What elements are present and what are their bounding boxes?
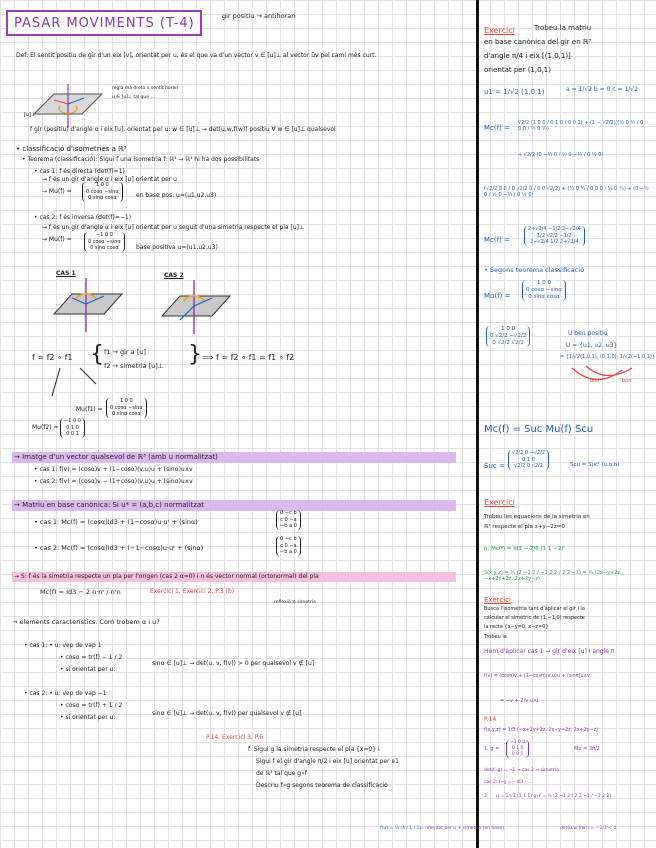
p14-matrix-label: 1. g = [484,746,500,752]
p14-label: P.14 [484,716,497,723]
theorem: • Teorema (classificació): Sigui f una isometria f: ℝ³ → ℝ³ hi ha dos possibilitats [22,156,260,163]
matrix-heading: → Matriu en base canònica: Si u* = (a,b,c) normalitzat [12,500,456,511]
base-u: U = {u1, u2, u3} [566,342,618,349]
case2-base: base positiva u=(u1,u2,u3) [136,244,218,251]
mu-matrix: 1 0 0 0 cosα −sinα 0 sinα cosα [522,280,566,301]
rotation-definition: f gir (positiu) d'angle α i eix [u], orientat per u: w ∈ [u]⊥ → det(u,w,f(w)) positiu ∀ w ∈ [u]⊥ qualsevol [30,126,336,133]
cas2-figure [156,280,232,334]
p14-det: det(f∘g) = −1 → cas 2 → simetria [484,768,559,773]
symmetry-formula: Mc(f) = Id3 − 2 n·nᵗ / nᵗn [40,588,121,596]
red-arrow-label-a: bon [590,378,600,384]
base-vec: = {1/√2(1,0,1), (0,1,0), 1/√2(−1,0,1)} [560,354,656,360]
el-cas1-b: • cosα = tr(f) − 1 / 2 [60,654,123,661]
column-divider [476,0,479,848]
bottom-b: = orientat per u + simetria (en base) [420,826,504,831]
mc-final-label: Mc(f) = [484,236,510,244]
ex1-statement-3: orientat per (1,0,1) [484,66,551,74]
suc-matrix: √2/2 0 −√2/2 0 1 0 √2/2 0 √2/2 [508,450,549,470]
mu-f2-label: Mu(f2) = [32,424,59,431]
classification-heading: • classificació d'isometries a ℝ³ [16,145,127,153]
u1: u1 = 1/√2 (1,0,1) [484,88,545,96]
case2-text: → f és un gir d'angle α i eix [u] orientat per u seguit d'una simetria respecte el pla [u]⊥ [42,224,305,231]
case1-matrix-label: → Mu(f) = [42,188,72,195]
p14-cas: cas 2: f∘g = −Id3 · ... [484,780,533,785]
brace-close: } [188,342,202,367]
ex3-statement-1: calcular el simètric de (1,−1,0) respecte [484,615,585,621]
change-of-basis: Mc(f) = Suc Mu(f) Scu [484,424,594,435]
case1-title: • cas 1: f és directa (det(f)=1) [34,168,125,175]
suc-label: Suc = [484,462,505,470]
matrix-cas1: • cas 1: Mc(f) = (cosα)Id3 + (1−cosα)u·uᵗ + (sinα) [34,518,198,526]
trobeu: Trobeu la [484,634,507,640]
mc-label: Mc(f) = [484,124,510,132]
matrix-cas2: • cas 2: Mc(f) = (cosα)Id3 + (−1−cosα)u·uᵗ + (sinα) [34,544,204,552]
symmetry-heading: → S: f és la simetria respecte un pla per l'origen (cas 2 α=0) i n és vector normal (ortonormal) del pla [12,572,456,582]
figure-label: [u]⊥ [24,112,36,118]
composition-right: ⟹ f = f2 ∘ f1 = f1 ∘ f2 [202,353,295,362]
el-cas1-c: • si orientat per u: [60,666,116,673]
red-curved-arrows [566,364,642,388]
cas1-label: CAS 1 [56,270,76,277]
ex2-equation: S(x y z) = ⅓ (2 −1 2 / −1 2 2 / 2 2 −1) = ⅓ (2x−y+2z, −x+2y+2z, 2x+2y−z) [484,570,622,583]
ex1-statement-2: d'angle π/4 i eix [(1,0,1)] [484,52,571,60]
mu-numeric-matrix: 1 0 0 0 √2/2 −√2/2 0 √2/2 √2/2 [486,326,530,347]
red-arrow-label-b: bon [622,378,632,384]
mc-final-matrix: 2+√2/4 −1/2 2−√2/4 1/2 √2/2 −1/2 2−√2/4 1/2 2+√2/4 [524,226,585,246]
image-heading: → Imatge d'un vector qualsevol de ℝ³ (amb u normalitzat) [12,452,456,463]
el-cas2-b: • cosα = tr(f) + 1 / 2 [60,702,123,709]
ex2-title: Exercici [484,498,515,507]
figure-note-1: regla mà dreta o sentit horari [112,86,179,91]
ex2-statement-1: ℝ³ respecte el pla x+y−2z=0 [484,524,565,530]
p14-c: de ℝ³ tal que g∘f [256,770,307,777]
case1-text: → f és un gir d'angle α i eix [u] orientat per u [42,176,177,183]
case2-matrix: −1 0 0 0 cosα −sinα 0 sinα cosα [84,232,125,252]
composition-left: f = f2 ∘ f1 [32,353,73,362]
image-cas2: • cas 2: f(v) = (cosα)v − (1+cosα)⟨v,u⟩u + (sinα)u∧v [34,478,193,485]
mu-label: Mu(f) = [484,292,511,300]
el-cas2-c: • si orientat per u: [60,714,116,721]
ex1-statement-0: Trobeu la matriu [534,24,592,32]
ex2-n: n: Mc(f) = Id3 − 2/6 (1 1 −2)ᵗ [484,546,566,552]
f-formula: f(v) = (cosπ)v + (1−cosπ)⟨v,u⟩u + (sinπ)u∧v [484,674,590,679]
suc-note: Scu = Sucᵗ (u.o.n) [570,462,620,468]
p14-f: f(x,y,z) = 1/3 (−x+2y+2z, 2x−y+2z, 2x+2y−z) [484,728,598,733]
cas2-label: CAS 2 [164,272,184,279]
abc: a = 1/√2 b = 0 c = 1/√2 [566,86,638,93]
p14-d: Descriu f∘g segons teorema de classificació [256,782,388,789]
mc-line-2: + √2/2 (0 −½ 0 / ½ 0 −½ / 0 ½ 0) [518,152,604,158]
bottom-a: f(u) = ⅓ (4 / 1 / 1) [380,826,422,831]
mu-f1-label: Mu(f1) = [76,406,103,413]
figure-note-2: u ∈ [u]⊥ tal que ... [112,95,155,100]
el-cas1-d: sinα ∈ [u]⊥ → det(u, v, f(v)) > 0 per qualsevol v ∉ [u] [152,660,315,667]
composition-brace-1: f1 → gir a [u] [104,348,146,356]
base-note: U ben positiu [568,330,608,337]
p14-ref: P.14, Exercici 3, P.6 [206,734,264,741]
mu-f2-matrix: −1 0 0 0 1 0 0 0 1 [60,418,85,438]
case2-matrix-label: → Mu(f) = [42,236,72,243]
p14-b: Sigui f el gir d'angle π/2 i eix [u] orientat per e1 [256,758,399,765]
p14-matrix: −1 0 0 0 1 0 0 0 1 [506,740,529,758]
brace-open: { [90,342,104,367]
bottom-c: det(u,w,f(w)) = −2/3 < 0 [560,826,617,831]
result-line: (√2/2 0 0 / 0 √2/2 0 / 0 0 √2/2) + (¼ 0 ¼ / 0 0 0 / ¼ 0 ¼) + (0 −½ 0 / ½ 0 −½ / 0 ½ 0) [484,186,649,199]
p14-m: Mu = 3π/2 [574,746,600,752]
case1-matrix: 1 0 0 0 cosα −sinα 0 sinα cosα [82,182,123,202]
el-cas2-a: • cas 2: • u: vep de vap −1 [24,690,107,697]
matrix-cas2-skew: 0 −c b c 0 −a −b a 0 [276,536,301,556]
image-cas1: • cas 1: f(v) = (cosα)v + (1−cosα)⟨v,u⟩u + (sinα)u∧v [34,466,193,473]
el-cas2-d: sinα ∈ [u]⊥ → det(u, v, f(v)) per qualsevol v ∉ [u] [152,710,302,717]
matrix-cas1-skew: 0 −c b c 0 −a −b a 0 [276,510,301,530]
mu-f1-matrix: 1 0 0 0 cosα −sinα 0 sinα cosα [106,398,147,418]
ex2-statement-0: Trobeu les equacions de la simetria en [484,514,590,520]
ex1-statement-1: en base canònica del gir en ℝ³ [484,38,592,46]
composition-brace-2: f2 → simetria [u]⊥ [104,362,164,370]
page-title: PASAR MOVIMENTS (T-4) [6,10,202,36]
plane-axis-figure [24,84,104,128]
ex4-number: 2. [484,794,489,799]
case1-base: en base pos. u=(u1,u2,u3) [136,192,217,199]
ex4-equation: u = 1/√3 (1 1 1) g∘f = ⅓ (2 −1 2 / 2 2 −1 / −1 2 2) [496,794,612,799]
symmetry-ref: Exercici 1, Exercici 2, P.3 (b) [150,588,235,595]
p14-a: f: Sigui g la simetria respecte el pla {x=0} i [248,746,380,753]
ex3-statement-2: la recta {x−y=0, x−z=0} [484,624,549,630]
case2-title: • cas 2: f és inversa (det(f)=−1) [34,214,132,221]
mc-line: √2/2 (1 0 0 / 0 1 0 / 0 0 1) + (1 − √2/2) (½ 0 ½ / 0 0 0 / ½ 0 ½) [518,120,644,133]
el-cas1-a: • cas 1: • u: vep de vap 1 [24,642,102,649]
header-note: gir positiu → antihorari [222,12,296,20]
ex3-statement-0: Busca l'isometria tant d'aplicar el gir i la [484,606,585,612]
cas1-figure [48,278,124,332]
symmetry-note: reflexió ≡ simetria [274,600,316,605]
elements-heading: → elements característics. Com trobem α i u? [12,618,160,626]
hem-aplicar: Hem d'aplicar cas 1 → gir d'eix [u] i angle π [484,648,615,655]
ex1-title: Exercici [484,26,515,35]
teorema-note: • Segons teorema classificació [484,266,585,274]
ex3-title: Exercici [484,596,511,604]
definition: Def: El sentit positiu de gir d'un eix [v], orientat per u, és el que va d'un vector v ∈ [u]⊥ al vector ũv pel camí més curt. [16,52,377,59]
f-formula-2: = −v + 2⟨v,u⟩u [500,698,539,704]
